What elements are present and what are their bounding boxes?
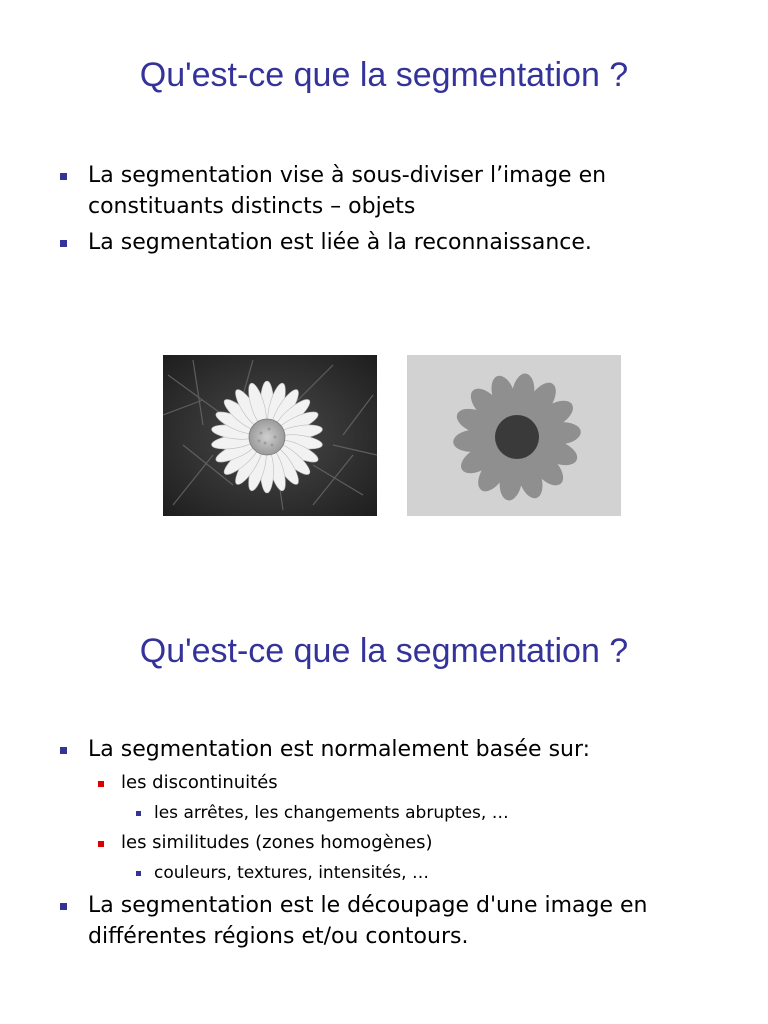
bullet-item xyxy=(0,734,688,765)
bullet-text: La segmentation vise à sous-diviser l’image en constituants distincts – objets xyxy=(88,163,607,219)
square-bullet-icon xyxy=(60,240,67,247)
slide-title: Qu'est-ce que la segmentation ? xyxy=(139,56,629,94)
bullet-list xyxy=(0,734,688,957)
daisy-grayscale-photo xyxy=(163,355,377,516)
square-bullet-icon xyxy=(60,903,67,910)
sub-bullet-item xyxy=(0,770,688,796)
bullet-text: La segmentation est normalement basée sur: xyxy=(88,737,591,762)
sub-bullet-item xyxy=(0,830,688,856)
bullet-text: La segmentation est le découpage d'une image en différentes régions et/ou contours. xyxy=(88,893,648,949)
square-bullet-icon xyxy=(98,841,104,847)
sub-sub-bullet-item xyxy=(0,800,688,826)
slide-2 xyxy=(0,590,768,1010)
square-bullet-icon xyxy=(136,811,141,816)
bullet-item xyxy=(0,890,688,952)
sub-bullet-text: les similitudes (zones homogènes) xyxy=(121,832,433,853)
sub-sub-bullet-text: couleurs, textures, intensités, … xyxy=(154,863,429,883)
sub-bullet-text: les discontinuités xyxy=(121,772,278,793)
slide-title: Qu'est-ce que la segmentation ? xyxy=(139,632,629,670)
sub-sub-bullet-item xyxy=(0,860,688,886)
square-bullet-icon xyxy=(60,173,67,180)
square-bullet-icon xyxy=(98,781,104,787)
square-bullet-icon xyxy=(60,747,67,754)
square-bullet-icon xyxy=(136,871,141,876)
bullet-item xyxy=(0,227,688,258)
daisy-segmented-image xyxy=(407,355,621,516)
bullet-item xyxy=(0,160,688,222)
bullet-list xyxy=(0,160,688,263)
bullet-text: La segmentation est liée à la reconnaissance. xyxy=(88,230,592,255)
sub-sub-bullet-text: les arrêtes, les changements abruptes, … xyxy=(154,803,509,823)
